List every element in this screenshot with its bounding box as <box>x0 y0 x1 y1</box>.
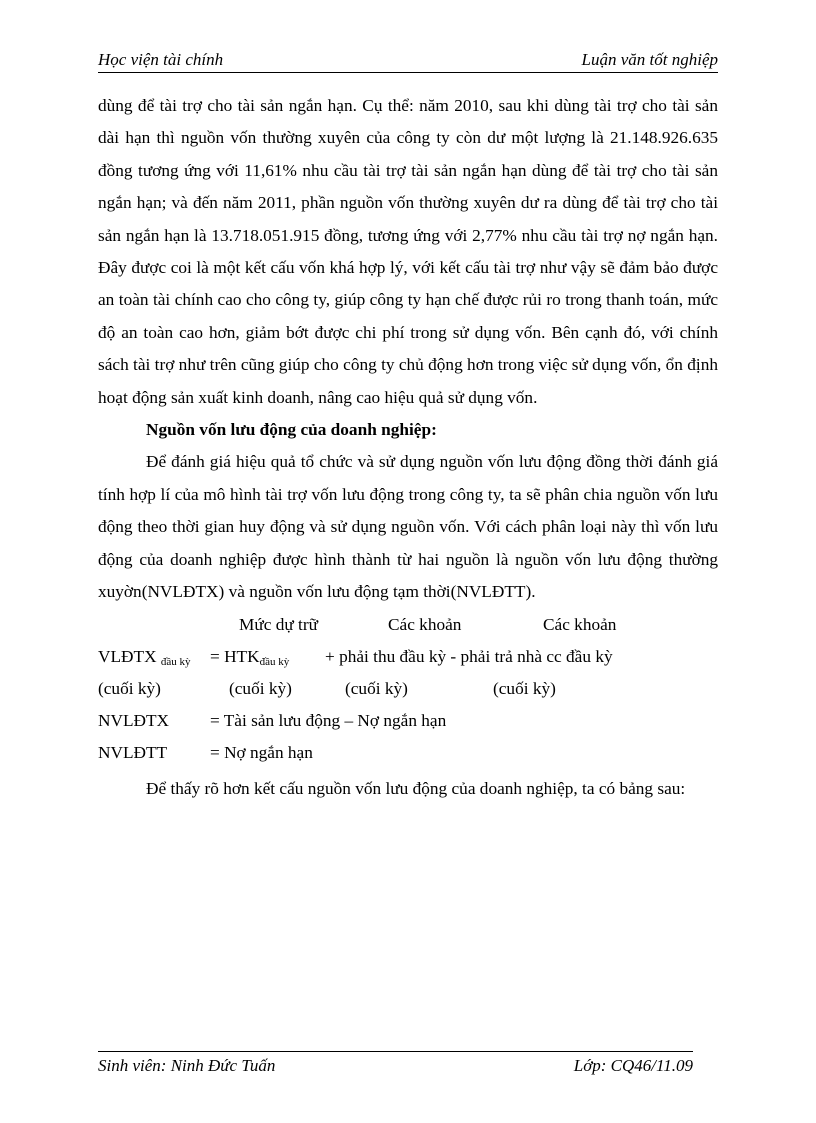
formula-block <box>98 609 718 769</box>
page-header <box>98 50 718 73</box>
formula-nvldtt-label: NVLĐTT <box>98 742 168 762</box>
formula-period-1: (cuối kỳ) <box>98 678 161 698</box>
paragraph-classification: Để đánh giá hiệu quả tổ chức và sử dụng nguồn vốn lưu động đồng thời đánh giá tính hợp lí của mô hình tài trợ vốn lưu động trong công ty, ta sẽ phân chia nguồn vốn lưu động theo thời gian huy động và sử dụng nguồn vốn. Với cách phân loại này thì vốn lưu động của doanh nghiệp được hình thành từ hai nguồn là nguồn vốn lưu động thường xuyờn(NVLĐTX) và nguồn vốn lưu động tạm thời(NVLĐTT). <box>98 452 718 602</box>
footer-student: Sinh viên: Ninh Đức Tuấn <box>98 1056 276 1075</box>
formula-nvldtx-rhs: = Tài sản lưu động – Nợ ngắn hạn <box>210 710 447 730</box>
paragraph-financing: dùng để tài trợ cho tài sản ngắn hạn. Cụ thể: năm 2010, sau khi dùng tài trợ cho tài sản dài hạn thì nguồn vốn thường xuyên của công ty còn dư một lượng là 21.148.926.635 đồng tương ứng với 11,61% nhu cầu tài trợ tài sản ngắn hạn dùng để tài trợ cho tài sản ngắn hạn; và đến năm 2011, phần nguồn vốn thường xuyên dư ra dùng để tài trợ cho tài sản ngắn hạn là 13.718.051.915 đồng, tương ứng với 2,77% nhu cầu tài trợ nợ ngắn hạn. Đây được coi là một kết cấu vốn khá hợp lý, với kết cấu tài trợ như vậy sẽ đảm bảo được an toàn tài chính cao cho công ty, giúp công ty hạn chế được rủi ro trong thanh toán, mức độ an toàn cao hơn, giảm bớt được chi phí trong sử dụng vốn. Bên cạnh đó, với chính sách tài trợ như trên cũng giúp cho công ty chủ động hơn trong việc sử dụng vốn, ổn định hoạt động sản xuất kinh doanh, nâng cao hiệu quả sử dụng vốn. <box>98 96 718 407</box>
formula-row-4 <box>98 705 718 737</box>
formula-row-3 <box>98 673 718 705</box>
formula-row-1 <box>98 609 718 641</box>
header-title: Luận văn tốt nghiệp <box>581 50 718 69</box>
formula-htk-sub: đầu kỳ <box>259 655 290 668</box>
formula-period-4: (cuối kỳ) <box>493 678 556 698</box>
page-body <box>98 90 718 805</box>
section-heading: Nguồn vốn lưu động của doanh nghiệp: <box>146 420 437 440</box>
formula-htk-text: = HTK <box>210 646 260 666</box>
formula-rest: + phải thu đầu kỳ - phải trả nhà cc đầu kỳ <box>325 646 613 666</box>
formula-period-2: (cuối kỳ) <box>229 678 292 698</box>
formula-reserve-label: Mức dự trữ <box>239 614 318 634</box>
paragraph-table-intro: Để thấy rõ hơn kết cấu nguồn vốn lưu động của doanh nghiệp, ta có bảng sau: <box>146 778 686 798</box>
formula-receivable-label: Các khoản <box>388 614 462 634</box>
formula-nvldtx-label: NVLĐTX <box>98 710 170 730</box>
formula-row-5 <box>98 737 718 769</box>
footer-class: Lớp: CQ46/11.09 <box>573 1056 693 1075</box>
formula-payable-label: Các khoản <box>543 614 617 634</box>
header-school: Học viện tài chính <box>98 50 224 69</box>
formula-period-3: (cuối kỳ) <box>345 678 408 698</box>
page-footer <box>98 1051 693 1080</box>
formula-nvldtt-rhs: = Nợ ngắn hạn <box>210 742 313 762</box>
formula-lhs-sub: đầu kỳ <box>160 655 191 668</box>
formula-lhs-text: VLĐTX <box>98 646 157 666</box>
formula-row-2 <box>98 641 718 673</box>
